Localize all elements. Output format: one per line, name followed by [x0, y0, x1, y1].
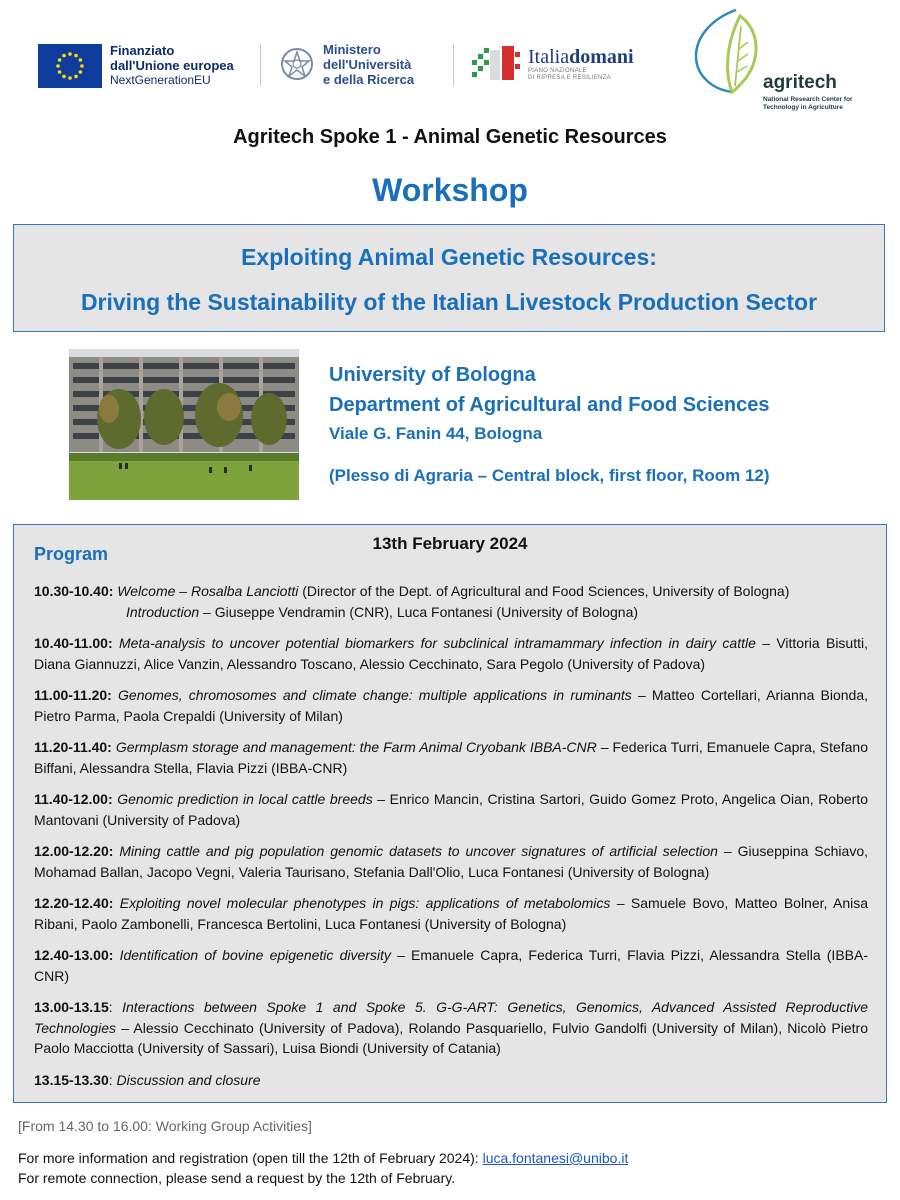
program-item	[34, 997, 868, 1059]
program-box	[13, 524, 887, 1103]
italia-sub-line2: DI RIPRESA E RESILIENZA	[528, 75, 611, 81]
program-time: 11.00-11.20:	[34, 687, 112, 703]
italia-domani-wordmark	[528, 46, 634, 68]
program-item	[34, 945, 868, 986]
venue-address: Viale G. Fanin 44, Bologna	[329, 424, 543, 443]
program-talk: Genomes, chromosomes and climate change: multiple applications in ruminants	[118, 687, 632, 703]
program-speakers: – Vittoria Bisutti, Diana Giannuzzi, Alice Vanzin, Alessandro Toscano, Alessio Cecchinato, Sara Pegolo (University of Padova)	[34, 635, 868, 672]
republic-emblem-icon	[279, 44, 315, 86]
mur-logo-line3: e della Ricerca	[323, 72, 415, 87]
registration-info	[18, 1148, 628, 1168]
logo-divider	[453, 44, 454, 86]
mur-logo	[279, 42, 414, 87]
program-item	[34, 581, 868, 622]
program-time: 12.40-13.00:	[34, 947, 114, 963]
program-time: 11.20-11.40:	[34, 739, 112, 755]
program-time: 11.40-12.00:	[34, 791, 113, 807]
program-speakers: – Emanuele Capra, Federica Turri, Flavia Pizzi, Alessandra Stella (IBBA-CNR)	[34, 947, 869, 984]
program-talk: Introduction	[126, 603, 200, 620]
agritech-tagline-1: National Research Center for	[763, 96, 853, 103]
program-sep: :	[108, 1071, 117, 1088]
contact-email-link[interactable]: luca.fontanesi@unibo.it	[482, 1150, 629, 1166]
venue-department: Department of Agricultural and Food Sciences	[329, 394, 770, 416]
program-talk: Mining cattle and pig population genomic datasets to uncover signatures of artificial selection	[119, 843, 718, 859]
agritech-leaf-icon	[688, 6, 768, 101]
registration-text: For more information and registration (open till the 12th of February 2024):	[18, 1150, 483, 1166]
program-talk: Welcome – Rosalba Lanciotti	[117, 583, 299, 599]
workshop-title-line1: Exploiting Animal Genetic Resources:	[241, 244, 657, 270]
program-speakers: – Enrico Mancin, Cristina Sartori, Guido Gomez Proto, Angelica Oian, Roberto Mantovani (University of Padova)	[34, 791, 869, 828]
program-talk: Interactions between Spoke 1 and Spoke 5. G-G-ART: Genetics, Genomics, Advanced Assisted Reproductive Technologies	[34, 999, 868, 1036]
program-time: 13.00-13.15	[34, 999, 109, 1015]
program-talk: Germplasm storage and management: the Farm Animal Cryobank IBBA-CNR	[115, 739, 597, 755]
italia-wordmark-b: domani	[569, 46, 634, 68]
program-date: 13th February 2024	[372, 534, 528, 553]
agritech-tagline-2: Technology in Agriculture	[763, 104, 843, 111]
program-talk: Identification of bovine epigenetic diversity	[119, 947, 391, 963]
mur-logo-line1: Ministero	[323, 42, 381, 57]
program-speakers: – Matteo Cortellari, Arianna Bionda, Pietro Parma, Paola Crepaldi (University of Milan)	[34, 687, 869, 724]
working-group-note: [From 14.30 to 16.00: Working Group Activities]	[18, 1118, 312, 1134]
program-item	[34, 1070, 868, 1091]
workshop-title-box	[13, 224, 885, 332]
program-speakers: – Alessio Cecchinato (University of Padova), Rolando Pasquariello, Fulvio Gandolfi (University of Milan), Nicolò Pietro Paolo Macciotta (University of Sassari), Luisa Biondi (University of Catania)	[34, 1019, 868, 1056]
workshop-title-line2: Driving the Sustainability of the Italian Livestock Production Sector	[80, 289, 818, 315]
italia-sub-line1: PIANO NAZIONALE	[528, 68, 587, 74]
eu-logo-line2: dall'Unione europea	[110, 58, 234, 73]
italia-domani-logo	[468, 42, 634, 86]
program-item	[34, 737, 868, 778]
program-time: 12.20-12.40:	[34, 895, 114, 911]
eu-funding-logo	[38, 43, 234, 88]
eu-logo-line1: Finanziato	[110, 43, 175, 58]
eu-flag-icon	[38, 44, 102, 88]
program-talk: Meta-analysis to uncover potential biomarkers for subclinical intramammary infection in dairy cattle	[118, 635, 756, 651]
program-list	[34, 581, 868, 1101]
program-speakers: – Giuseppina Schiavo, Mohamad Ballan, Jacopo Vegni, Valeria Taurisano, Stefania Dall'Olio, Luca Fontanesi (University of Bologna)	[34, 843, 869, 880]
program-item	[34, 685, 868, 726]
agritech-wordmark: agritech	[763, 72, 837, 93]
logo-bar	[0, 0, 900, 120]
program-item	[34, 893, 868, 934]
program-talk: Genomic prediction in local cattle breeds	[117, 791, 373, 807]
eu-logo-line3: NextGenerationEU	[110, 73, 211, 87]
venue-info	[329, 360, 770, 490]
program-heading: Program	[34, 544, 109, 564]
program-talk: Exploiting novel molecular phenotypes in pigs: applications of metabolomics	[119, 895, 611, 911]
venue-room: (Plesso di Agraria – Central block, first floor, Room 12)	[329, 466, 770, 485]
venue-university: University of Bologna	[329, 364, 536, 386]
remote-connection-note: For remote connection, please send a request by the 12th of February.	[18, 1170, 456, 1186]
program-talk: Discussion and closure	[116, 1071, 261, 1088]
spoke-heading: Agritech Spoke 1 - Animal Genetic Resources	[233, 126, 667, 148]
agritech-logo	[688, 6, 878, 116]
program-speakers: (Director of the Dept. of Agricultural and Food Sciences, University of Bologna)	[298, 583, 790, 599]
workshop-heading: Workshop	[372, 172, 528, 208]
program-time: 10.40-11.00:	[34, 635, 113, 651]
program-time: 13.15-13.30	[34, 1071, 109, 1088]
program-speakers: – Giuseppe Vendramin (CNR), Luca Fontanesi (University of Bologna)	[199, 603, 639, 620]
program-speakers: – Samuele Bovo, Matteo Bolner, Anisa Ribani, Paolo Zambonelli, Francesca Bertolini, Luca Fontanesi (University of Bologna)	[34, 895, 869, 932]
program-item	[34, 789, 868, 830]
italia-wordmark-a: Italia	[528, 46, 570, 68]
footer	[18, 1116, 628, 1188]
program-item	[34, 841, 868, 882]
program-time: 12.00-12.20:	[34, 843, 114, 859]
italia-domani-pixel-icon	[468, 42, 524, 86]
logo-divider	[260, 44, 261, 86]
program-speakers: – Federica Turri, Emanuele Capra, Stefano Biffani, Alessandra Stella, Flavia Pizzi (IBBA-CNR)	[34, 739, 868, 776]
program-time: 10.30-10.40:	[34, 583, 114, 599]
mur-logo-line2: dell'Università	[323, 57, 412, 72]
program-sep: :	[108, 999, 123, 1015]
program-item	[34, 633, 868, 674]
campus-photo	[69, 349, 299, 500]
